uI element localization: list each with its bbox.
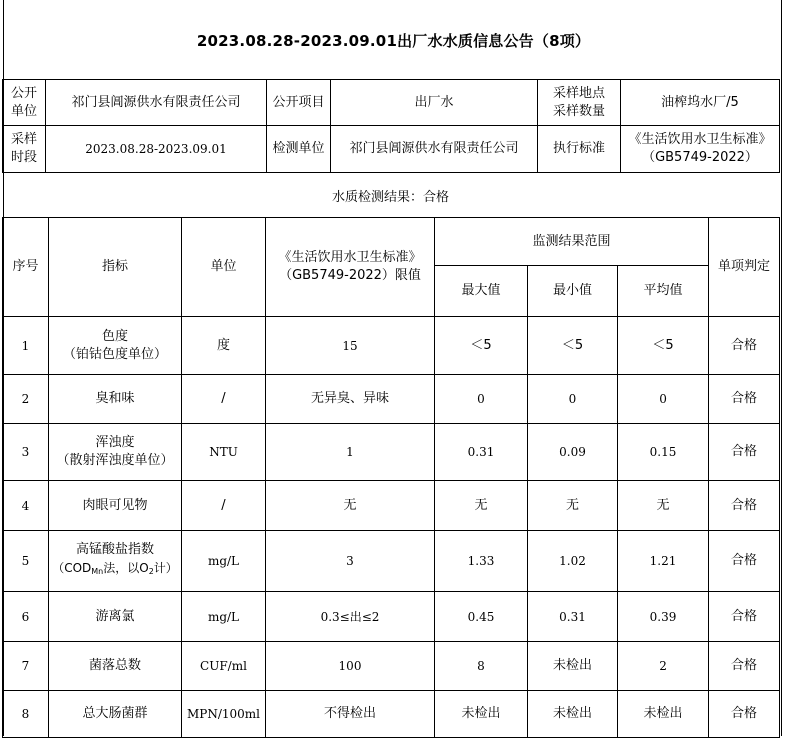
row-seq: 8 — [3, 691, 49, 738]
row-indicator: 菌落总数 — [49, 642, 182, 691]
header-avg: 平均值 — [618, 266, 709, 317]
row-seq: 2 — [3, 375, 49, 424]
row-avg: ＜5 — [618, 317, 709, 375]
period-label: 采样 时段 — [3, 126, 46, 173]
row-max: 1.33 — [435, 531, 528, 592]
row-verdict: 合格 — [709, 424, 780, 481]
row-limit: 无 — [266, 481, 435, 531]
row-avg: 2 — [618, 642, 709, 691]
table-row — [3, 592, 780, 642]
row-indicator: 高锰酸盐指数 （$COD_{Mn}$法，以$O_2$计） — [49, 531, 182, 592]
row-indicator: 浑浊度 （散射浑浊度单位） — [49, 424, 182, 481]
info-table — [2, 79, 780, 173]
row-min: 0 — [528, 375, 618, 424]
table-row — [3, 531, 780, 592]
table-row — [3, 317, 780, 375]
testing-unit-value: 祁门县阊源供水有限责任公司 — [331, 126, 538, 173]
row-max: 0.31 — [435, 424, 528, 481]
row-limit: 1 — [266, 424, 435, 481]
header-limit: 《生活饮用水卫生标准》 （GB5749-2022）限值 — [266, 218, 435, 317]
overall-result: 水质检测结果：合格 — [2, 172, 779, 218]
publisher-value: 祁门县阊源供水有限责任公司 — [46, 80, 267, 126]
table-row — [3, 424, 780, 481]
row-unit: CUF/ml — [182, 642, 266, 691]
header-unit: 单位 — [182, 218, 266, 317]
row-seq: 3 — [3, 424, 49, 481]
sampling-site-label: 采样地点 采样数量 — [538, 80, 621, 126]
row-max: 8 — [435, 642, 528, 691]
standard-value: 《生活饮用水卫生标准》 （GB5749-2022） — [621, 126, 780, 173]
row-avg: 0.39 — [618, 592, 709, 642]
row-avg: 未检出 — [618, 691, 709, 738]
row-limit: 100 — [266, 642, 435, 691]
info-row-publisher — [3, 80, 780, 126]
row-min: 无 — [528, 481, 618, 531]
row-unit: mg/L — [182, 531, 266, 592]
results-table — [2, 217, 780, 738]
sampling-site-value: 油榨坞水厂/5 — [621, 80, 780, 126]
row-verdict: 合格 — [709, 375, 780, 424]
row-verdict: 合格 — [709, 317, 780, 375]
header-range: 监测结果范围 — [435, 218, 709, 266]
header-seq: 序号 — [3, 218, 49, 317]
row-min: 未检出 — [528, 691, 618, 738]
row-unit: NTU — [182, 424, 266, 481]
row-verdict: 合格 — [709, 531, 780, 592]
row-indicator: 色度 （铂钴色度单位） — [49, 317, 182, 375]
row-max: 未检出 — [435, 691, 528, 738]
header-min: 最小值 — [528, 266, 618, 317]
period-value: 2023.08.28-2023.09.01 — [46, 126, 267, 173]
project-value: 出厂水 — [331, 80, 538, 126]
row-indicator: 臭和味 — [49, 375, 182, 424]
row-unit: / — [182, 481, 266, 531]
row-unit: 度 — [182, 317, 266, 375]
row-verdict: 合格 — [709, 691, 780, 738]
header-max: 最大值 — [435, 266, 528, 317]
row-seq: 7 — [3, 642, 49, 691]
row-max: 0.45 — [435, 592, 528, 642]
row-indicator: 肉眼可见物 — [49, 481, 182, 531]
row-min: 未检出 — [528, 642, 618, 691]
row-indicator: 总大肠菌群 — [49, 691, 182, 738]
row-min: 0.31 — [528, 592, 618, 642]
row-verdict: 合格 — [709, 592, 780, 642]
row-verdict: 合格 — [709, 642, 780, 691]
project-label: 公开项目 — [267, 80, 331, 126]
row-unit: / — [182, 375, 266, 424]
testing-unit-label: 检测单位 — [267, 126, 331, 173]
header-row-1 — [3, 218, 780, 266]
table-row — [3, 691, 780, 738]
row-max: ＜5 — [435, 317, 528, 375]
row-min: 1.02 — [528, 531, 618, 592]
row-seq: 1 — [3, 317, 49, 375]
row-max: 0 — [435, 375, 528, 424]
row-seq: 5 — [3, 531, 49, 592]
row-seq: 4 — [3, 481, 49, 531]
row-unit: MPN/100ml — [182, 691, 266, 738]
info-row-period — [3, 126, 780, 173]
row-limit: 无异臭、异味 — [266, 375, 435, 424]
table-row — [3, 375, 780, 424]
row-limit: 15 — [266, 317, 435, 375]
table-row — [3, 481, 780, 531]
row-min: 0.09 — [528, 424, 618, 481]
row-indicator: 游离氯 — [49, 592, 182, 642]
row-avg: 无 — [618, 481, 709, 531]
row-seq: 6 — [3, 592, 49, 642]
row-verdict: 合格 — [709, 481, 780, 531]
row-avg: 0.15 — [618, 424, 709, 481]
row-limit: 3 — [266, 531, 435, 592]
row-limit: 0.3≤出≤2 — [266, 592, 435, 642]
row-unit: mg/L — [182, 592, 266, 642]
row-avg: 1.21 — [618, 531, 709, 592]
row-max: 无 — [435, 481, 528, 531]
standard-label: 执行标准 — [538, 126, 621, 173]
row-avg: 0 — [618, 375, 709, 424]
header-indicator: 指标 — [49, 218, 182, 317]
row-min: ＜5 — [528, 317, 618, 375]
publisher-label: 公开 单位 — [3, 80, 46, 126]
header-verdict: 单项判定 — [709, 218, 780, 317]
row-limit: 不得检出 — [266, 691, 435, 738]
table-row — [3, 642, 780, 691]
notice-title: 2023.08.28-2023.09.01出厂水水质信息公告（8项） — [196, 31, 591, 50]
